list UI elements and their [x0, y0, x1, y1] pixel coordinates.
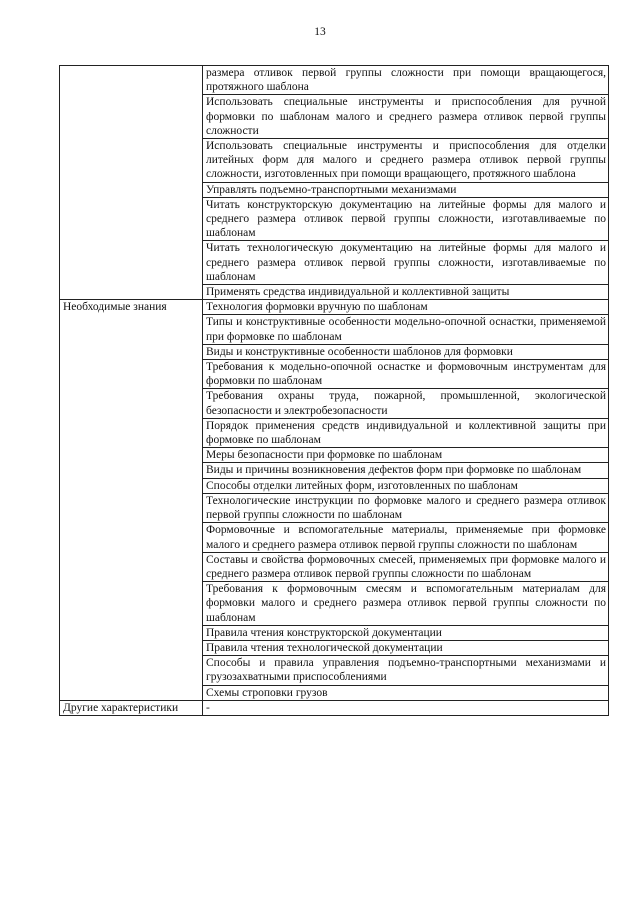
requirement-cell: Технология формовки вручную по шаблонам: [203, 300, 609, 315]
requirement-cell: Применять средства индивидуальной и коллективной защиты: [203, 285, 609, 300]
requirement-cell: Требования к модельно-опочной оснастке и формовочным инструментам для формовки по шаблонам: [203, 360, 609, 389]
section-label: Необходимые знания: [60, 300, 203, 700]
requirement-cell: Виды и конструктивные особенности шаблонов для формовки: [203, 344, 609, 359]
requirement-cell: Способы отделки литейных форм, изготовленных по шаблонам: [203, 478, 609, 493]
requirement-cell: Способы и правила управления подъемно-транспортными механизмами и грузозахватными приспособлениями: [203, 656, 609, 685]
requirement-cell: Виды и причины возникновения дефектов форм при формовке по шаблонам: [203, 463, 609, 478]
requirement-cell: Формовочные и вспомогательные материалы, применяемые при формовке малого и среднего размера отливок первой группы сложности по шаблонам: [203, 523, 609, 552]
requirement-cell: Типы и конструктивные особенности модельно-опочной оснастки, применяемой при формовке по шаблонам: [203, 315, 609, 344]
requirement-cell: Порядок применения средств индивидуальной и коллективной защиты при формовке по шаблонам: [203, 418, 609, 447]
requirement-cell: Использовать специальные инструменты и приспособления для ручной формовки по шаблонам малого и среднего размера отливок первой группы сложности: [203, 95, 609, 139]
requirement-cell: Читать технологическую документацию на литейные формы для малого и среднего размера отливок первой группы сложности, изготавливаемые по шаблонам: [203, 241, 609, 285]
table-row: [60, 300, 609, 315]
requirement-cell: Схемы строповки грузов: [203, 685, 609, 700]
requirement-cell: Правила чтения технологической документации: [203, 640, 609, 655]
requirement-cell: Использовать специальные инструменты и приспособления для отделки литейных форм для малого и среднего размера отливок первой группы сложности, изготовленных при помощи вращающего, протяжного шаблона: [203, 139, 609, 183]
requirement-cell: Читать конструкторскую документацию на литейные формы для малого и среднего размера отливок первой группы сложности, изготавливаемые по шаблонам: [203, 197, 609, 241]
requirement-cell: -: [203, 700, 609, 715]
section-label: Другие характеристики: [60, 700, 203, 715]
requirement-cell: Требования охраны труда, пожарной, промышленной, экологической безопасности и электробезопасности: [203, 389, 609, 418]
section-label: [60, 66, 203, 300]
requirement-cell: размера отливок первой группы сложности при помощи вращающегося, протяжного шаблона: [203, 66, 609, 95]
requirement-cell: Управлять подъемно-транспортными механизмами: [203, 182, 609, 197]
requirement-cell: Правила чтения конструкторской документации: [203, 625, 609, 640]
requirement-cell: Составы и свойства формовочных смесей, применяемых при формовке малого и среднего размера отливок первой группы сложности по шаблонам: [203, 552, 609, 581]
competency-table: [59, 65, 609, 716]
requirement-cell: Меры безопасности при формовке по шаблонам: [203, 448, 609, 463]
table-row: [60, 700, 609, 715]
requirement-cell: Технологические инструкции по формовке малого и среднего размера отливок первой группы сложности по шаблонам: [203, 493, 609, 522]
requirement-cell: Требования к формовочным смесям и вспомогательным материалам для формовки малого и среднего размера отливок первой группы сложности по шаблонам: [203, 582, 609, 626]
page-number: 13: [314, 26, 326, 38]
table-row: [60, 66, 609, 95]
